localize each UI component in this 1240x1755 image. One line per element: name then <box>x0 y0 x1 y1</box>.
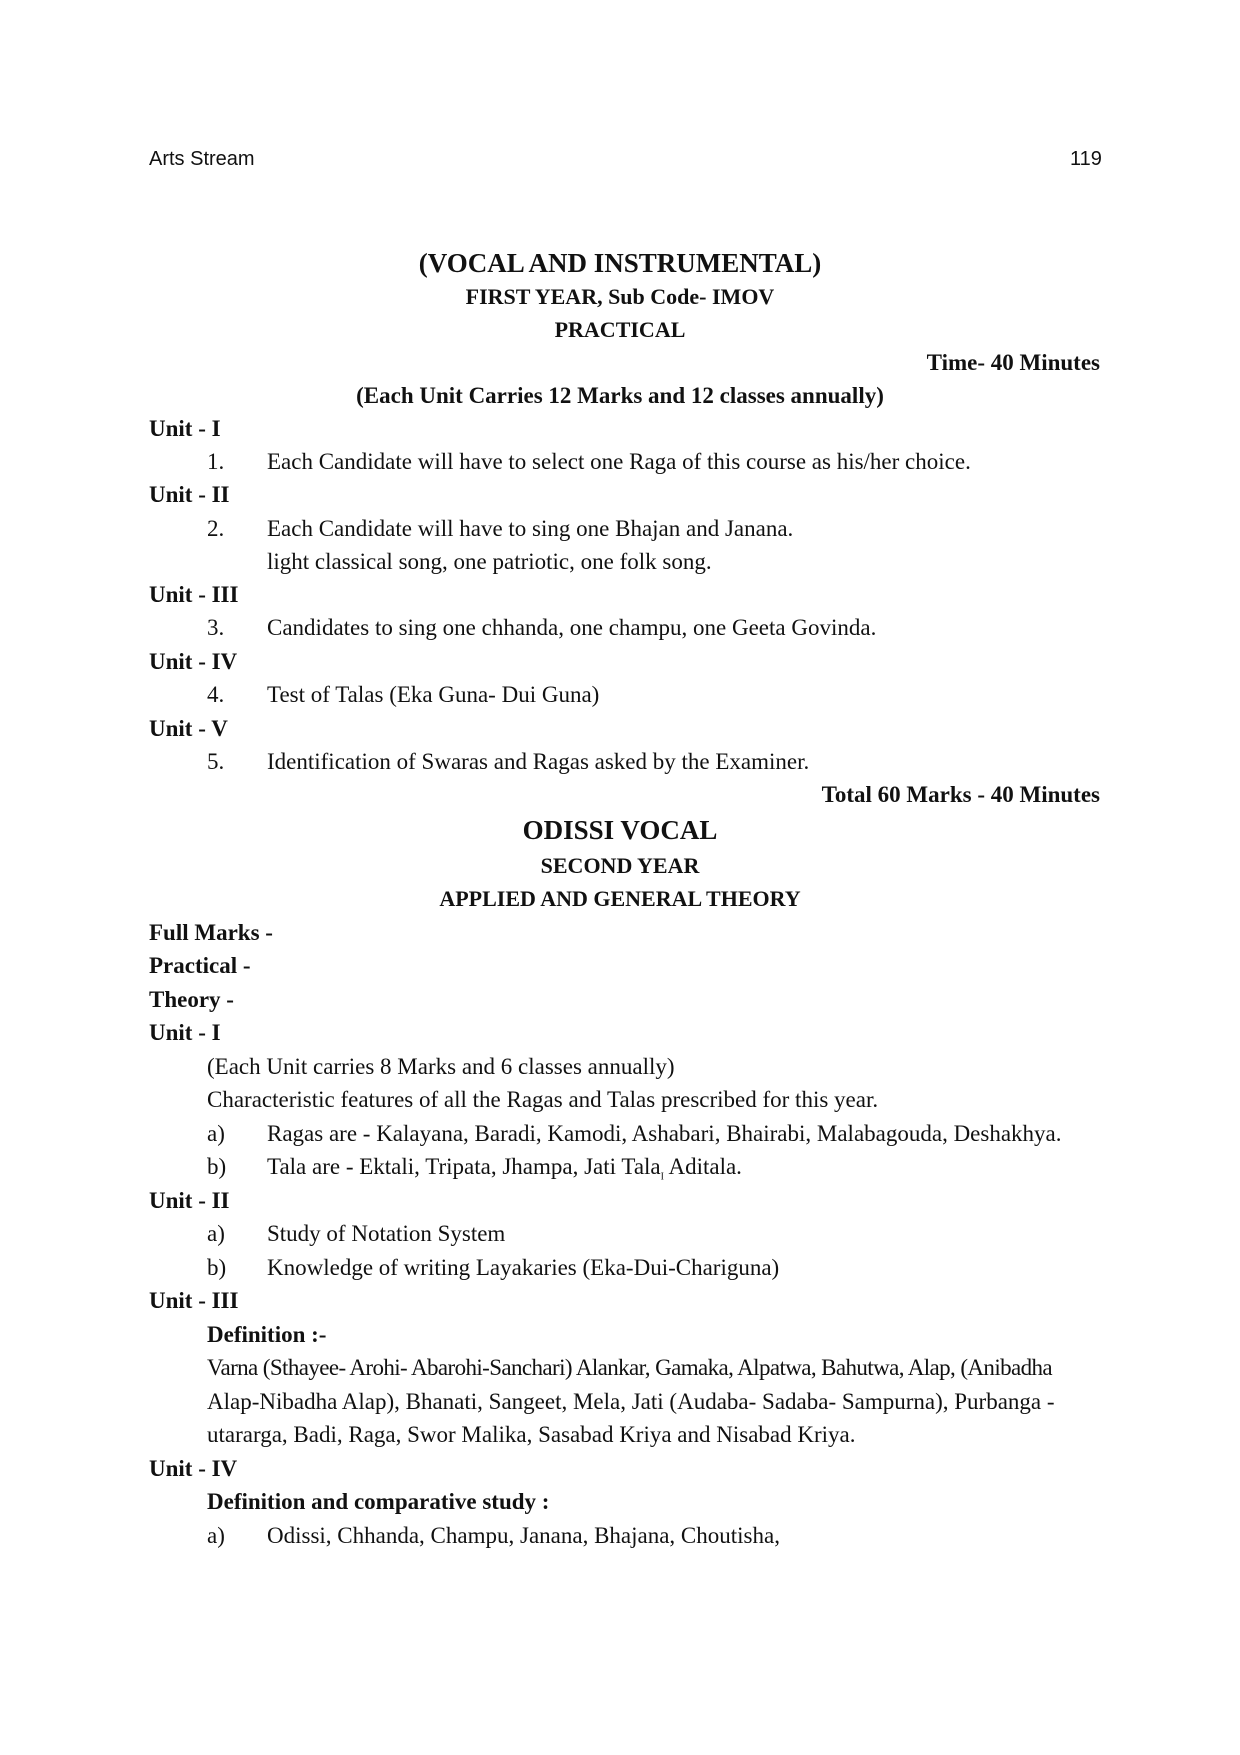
item-number: 4. <box>207 682 225 707</box>
unit-intro: Characteristic features of all the Ragas and Talas prescribed for this year. <box>207 1087 879 1112</box>
section2-subtitle: SECOND YEAR <box>540 853 700 878</box>
item-text-end: Aditala. <box>663 1154 742 1179</box>
unit-label: Unit - I <box>149 416 221 441</box>
unit-label: Unit - III <box>149 1288 239 1313</box>
item-text: Odissi, Chhanda, Champu, Janana, Bhajana, Choutisha, <box>267 1523 780 1548</box>
unit-label: Unit - I <box>149 1020 221 1045</box>
item-text: Test of Talas (Eka Guna- Dui Guna) <box>267 682 600 707</box>
header-section-label: Arts Stream <box>149 148 255 170</box>
item-marker: a) <box>207 1221 225 1246</box>
subscript-mark: I <box>660 1171 664 1183</box>
item-number: 2. <box>207 516 225 541</box>
item-text: Identification of Swaras and Ragas asked by the Examiner. <box>267 749 810 774</box>
item-text: Each Candidate will have to sing one Bhajan and Janana. <box>267 516 794 541</box>
item-text <box>267 1152 742 1193</box>
definition-heading: Definition :- <box>207 1322 327 1347</box>
full-marks-label: Full Marks - <box>149 920 273 945</box>
item-text: Candidates to sing one chhanda, one champu, one Geeta Govinda. <box>267 615 877 640</box>
section1-type: PRACTICAL <box>554 317 686 342</box>
section1-note: (Each Unit Carries 12 Marks and 12 classes annually) <box>356 383 884 408</box>
theory-label: Theory - <box>149 987 234 1012</box>
unit-note: (Each Unit carries 8 Marks and 6 classes annually) <box>207 1054 675 1079</box>
section1-title: (VOCAL AND INSTRUMENTAL) <box>418 248 822 278</box>
item-marker: b) <box>207 1154 227 1179</box>
comparative-heading: Definition and comparative study : <box>207 1489 550 1514</box>
item-marker: a) <box>207 1121 225 1146</box>
item-text-continued: light classical song, one patriotic, one folk song. <box>267 549 712 574</box>
section1-total: Total 60 Marks - 40 Minutes <box>821 782 1100 807</box>
item-text: Study of Notation System <box>267 1221 506 1246</box>
unit-label: Unit - IV <box>149 1456 238 1481</box>
unit-label: Unit - II <box>149 482 230 507</box>
section2-subtitle2: APPLIED AND GENERAL THEORY <box>439 886 801 911</box>
item-text: Each Candidate will have to select one Raga of this course as his/her choice. <box>267 449 971 474</box>
definition-line: Varna (Sthayee- Arohi- Abarohi-Sanchari) Alankar, Gamaka, Alpatwa, Bahutwa, Alap, (Anibadha <box>207 1355 1053 1380</box>
item-text: Ragas are - Kalayana, Baradi, Kamodi, Ashabari, Bhairabi, Malabagouda, Deshakhya. <box>267 1121 1062 1146</box>
item-text-main: Tala are - Ektali, Tripata, Jhampa, Jati Tala <box>267 1154 661 1179</box>
item-number: 3. <box>207 615 225 640</box>
page-number: 119 <box>1070 148 1102 170</box>
definition-line: Alap-Nibadha Alap), Bhanati, Sangeet, Mela, Jati (Audaba- Sadaba- Sampurna), Purbanga - <box>207 1389 1055 1414</box>
section2-title: ODISSI VOCAL <box>522 815 718 845</box>
item-number: 5. <box>207 749 225 774</box>
practical-label: Practical - <box>149 953 251 978</box>
unit-label: Unit - IV <box>149 649 238 674</box>
item-marker: a) <box>207 1523 225 1548</box>
item-number: 1. <box>207 449 225 474</box>
unit-label: Unit - V <box>149 716 228 741</box>
unit-label: Unit - II <box>149 1188 230 1213</box>
item-text: Knowledge of writing Layakaries (Eka-Dui-Chariguna) <box>267 1255 780 1280</box>
item-marker: b) <box>207 1255 227 1280</box>
section1-subtitle: FIRST YEAR, Sub Code- IMOV <box>465 284 775 309</box>
section1-time: Time- 40 Minutes <box>926 350 1100 375</box>
unit-label: Unit - III <box>149 582 239 607</box>
definition-line: utararga, Badi, Raga, Swor Malika, Sasabad Kriya and Nisabad Kriya. <box>207 1422 856 1447</box>
